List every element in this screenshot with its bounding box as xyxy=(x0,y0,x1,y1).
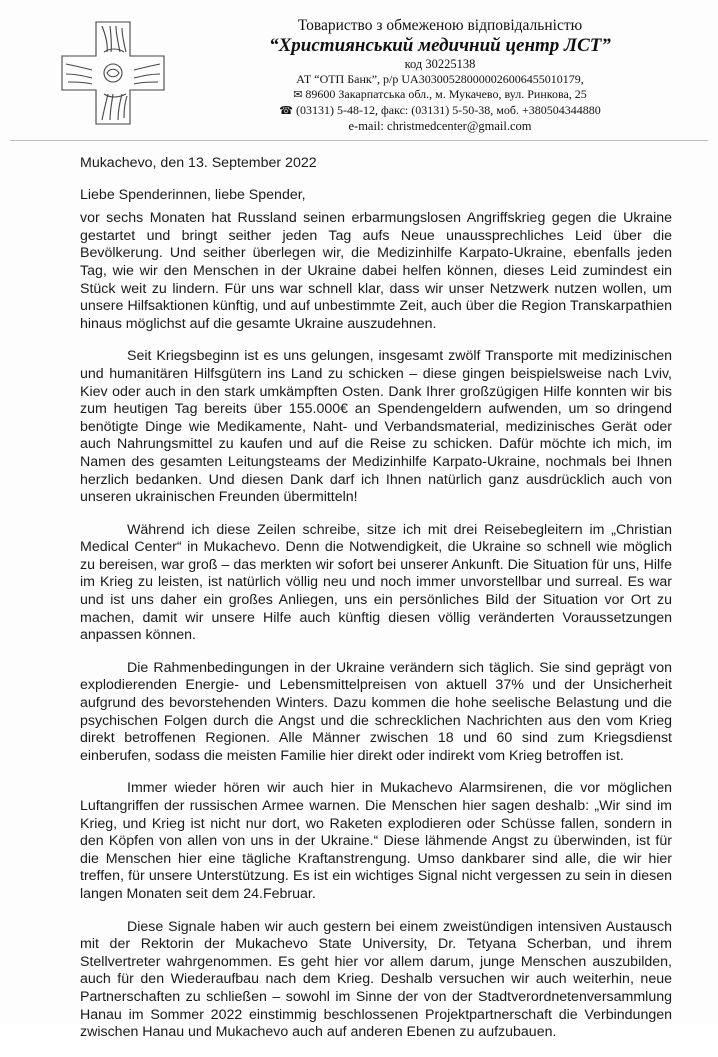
paragraph-3: Während ich diese Zeilen schreibe, sitze ich mit drei Reisebegleitern im „Christian Medical Center“ in Mukachevo. Denn die Notwendigkeit, die Ukraine so schnell wie möglich zu bereisen, war groß – das merkten wir sofort bei unserer Ankunft. Die Situation für uns, Hilfe im Krieg zu leisten, ist natürlich völlig neu und noch immer unvorstellbar und surreal. Es war und ist uns daher ein großes Anliegen, uns ein persönliches Bild der Situation vor Ort zu machen, damit wir unsere Hilfe auch künftig diesen völlig veränderten Voraussetzungen anpassen können. xyxy=(80,521,672,644)
paragraph-2: Seit Kriegsbeginn ist es uns gelungen, insgesamt zwölf Transporte mit medizinischen und humanitären Hilfsgütern ins Land zu schicken – diese gingen beispielsweise nach Lviv, Kiev oder auch in den stark umkämpften Osten. Dank Ihrer großzügigen Hilfe konnten wir bis zum heutigen Tag bereits über 155.000€ an Spendengeldern aufwenden, um so dringend benötigte Dinge wie Medikamente, Naht- und Verbandsmaterial, medizinisches Gerät oder auch Nahrungsmittel zu kaufen und auf die Reise zu schicken. Dafür möchte ich mich, im Namen des gesamten Leitungsteams der Medizinhilfe Karpato-Ukraine, nochmals bei Ihnen herzlich bedanken. Und diesen Dank darf ich Ihnen natürlich ganz ausdrücklich auch von unseren ukrainischen Freunden übermitteln! xyxy=(80,348,672,506)
envelope-icon: ✉ xyxy=(293,89,303,101)
paragraph-1: vor sechs Monaten hat Russland seinen erbarmungslosen Angriffskrieg gegen die Ukraine gestartet und bringt seither jeden Tag aufs Neue unaussprechliches Leid über die Bevölkerung. Und seither überlegen wir, die Medizinhilfe Karpato-Ukraine, ebenfalls jeden Tag, wie wir den Menschen in der Ukraine dabei helfen können, dieses Leid zumindest ein Stück weit zu lindern. Für uns war schnell klar, dass wir unser Netzwerk nutzen wollen, um unsere Hilfsaktionen künftig, und auf unbestimmte Zeit, auch über die Region Transkarpathien hinaus möglichst auf die gesamte Ukraine auszudehnen. xyxy=(80,210,672,332)
paragraph-4: Die Rahmenbedingungen in der Ukraine verändern sich täglich. Sie sind geprägt von explodierenden Energie- und Lebensmittelpreisen von aktuell 37% und der Unsicherheit aufgrund des bevorstehenden Winters. Dazu kommen die hohe seelische Belastung und die psychischen Folgen durch die Angst und die schrecklichen Nachrichten aus den vom Krieg direkt betroffenen Regionen. Alle Männer zwischen 18 und 60 sind zum Kriegsdienst einberufen, sodass die meisten Familie hier direkt oder indirekt vom Krieg betroffen ist. xyxy=(80,659,672,764)
email-line: e-mail: christmedcenter@gmail.com xyxy=(348,119,532,133)
phone-text: (03131) 5-48-12, факс: (03131) 5-50-38, моб. +380504344880 xyxy=(295,103,601,117)
company-type: Товариство з обмеженою відповідальністю xyxy=(297,17,583,34)
address-line xyxy=(180,87,700,103)
letter-body xyxy=(80,155,672,1057)
letterhead xyxy=(180,16,700,134)
date-line: Mukachevo, den 13. September 2022 xyxy=(80,155,317,171)
bank-details: АТ “ОТП Банк”, р/р UA303005280000026006455010179, xyxy=(296,72,584,86)
header-divider xyxy=(10,140,708,141)
phone-icon: ☎ xyxy=(279,105,293,117)
paragraph-6: Diese Signale haben wir auch gestern bei einem zweistündigen intensiven Austausch mit der Rektorin der Mukachevo State University, Dr. Tetyana Scherban, und ihrem Stellvertreter wahrgenommen. Es geht hier vor allem darum, junge Menschen auszubilden, auch für den Wiederaufbau nach dem Krieg. Deshalb versuchen wir auch weiterhin, neue Partnerschaften zu schließen – sowohl im Sinne der von der Stadtverordnetenversammlung Hanau im Sommer 2022 einstimmig beschlossenen Projektpartnerschaft die Verbindungen zwischen Hanau und Mukachevo auch auf anderen Ebenen zu aufzubauen. xyxy=(80,918,672,1041)
company-code: код 30225138 xyxy=(404,57,476,71)
address-text: 89600 Закарпатська обл., м. Мукачево, вул. Ринкова, 25 xyxy=(305,87,587,101)
cross-hands-logo xyxy=(58,18,168,128)
company-name: “Християнський медичний центр ЛСТ” xyxy=(269,35,611,56)
phone-line xyxy=(180,103,700,119)
salutation: Liebe Spenderinnen, liebe Spender, xyxy=(80,186,306,203)
paragraph-5: Immer wieder hören wir auch hier in Mukachevo Alarmsirenen, die vor möglichen Luftangriffen der russischen Armee warnen. Die Menschen hier sagen deshalb: „Wir sind im Krieg, und Krieg ist nicht nur dort, wo Raketen explodieren oder Schüsse fallen, sondern in den Köpfen von allen von uns in der Ukraine.“ Diese lähmende Angst zu überwinden, ist für die Menschen hier eine tägliche Kraftanstrengung. Umso dankbarer sind alle, die wir hier treffen, für unsere Unterstützung. Es ist ein wichtiges Signal nicht vergessen zu sein in diesen langen Monaten seit dem 24.Februar. xyxy=(80,780,672,902)
